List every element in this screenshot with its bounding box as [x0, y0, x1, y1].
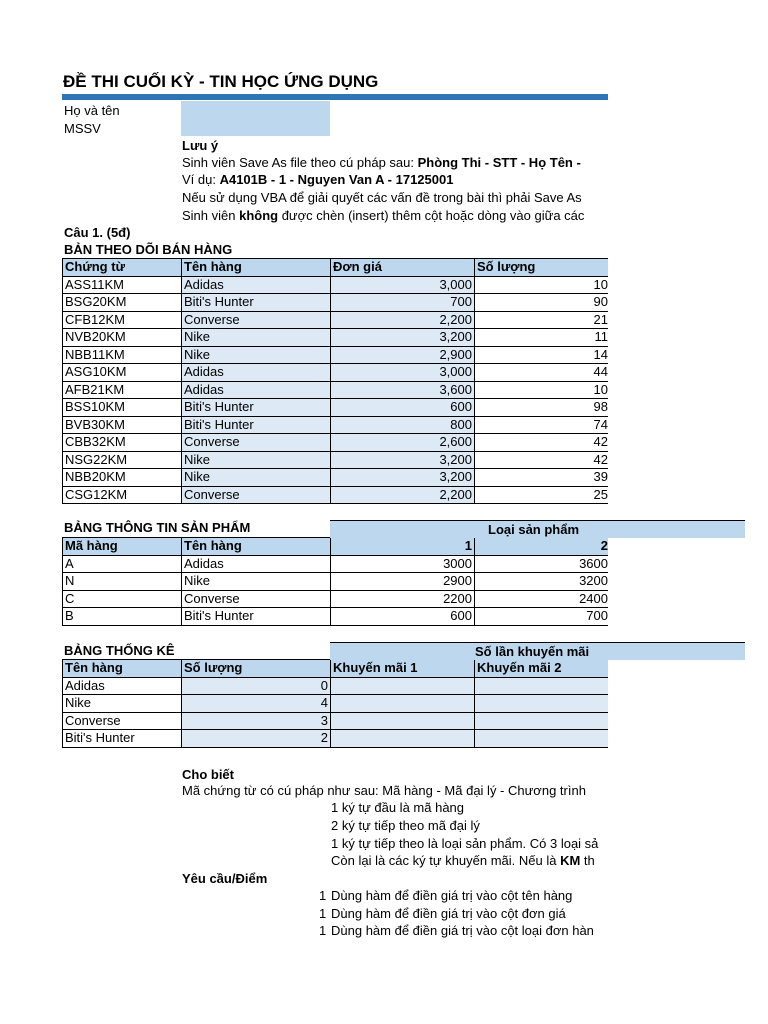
stats-header-row: [63, 660, 609, 678]
sales-row-cell[interactable]: CSG12KM: [63, 486, 182, 504]
stats-row-cell[interactable]: [475, 730, 609, 748]
products-row: [63, 573, 609, 591]
sales-row-cell[interactable]: 10: [475, 381, 609, 399]
note-line-1-bold: Phòng Thi - STT - Họ Tên -: [417, 155, 581, 170]
requirement-text: Dùng hàm để điền giá trị vào cột đơn giá: [331, 905, 566, 921]
sales-row-cell[interactable]: 44: [475, 364, 609, 382]
sales-row-cell[interactable]: Nike: [182, 469, 331, 487]
note-line-1: [182, 154, 581, 171]
stats-row: [63, 730, 609, 748]
stats-row: [63, 677, 609, 695]
sales-row-cell[interactable]: 42: [475, 451, 609, 469]
note-line-1-text: Sinh viên Save As file theo cú pháp sau:: [182, 155, 418, 170]
info-heading: Cho biết: [182, 767, 234, 782]
note-line-2-text: Ví dụ:: [182, 172, 220, 187]
products-row-cell[interactable]: Biti's Hunter: [182, 608, 331, 626]
student-id-label: MSSV: [64, 121, 101, 136]
stats-row-cell[interactable]: 4: [182, 695, 331, 713]
sales-row-cell[interactable]: 3,200: [331, 469, 475, 487]
sales-row-cell[interactable]: 3,200: [331, 329, 475, 347]
note-line-2-bold: A4101B - 1 - Nguyen Van A - 17125001: [219, 172, 454, 187]
stats-row: [63, 712, 609, 730]
stats-row-cell[interactable]: [475, 695, 609, 713]
stats-row-cell[interactable]: [331, 695, 475, 713]
sales-row-cell[interactable]: BSG20KM: [63, 294, 182, 312]
sales-row-cell[interactable]: 3,600: [331, 381, 475, 399]
sales-row: [63, 469, 609, 487]
stats-row-cell[interactable]: Converse: [63, 712, 182, 730]
note-line-4: [182, 207, 584, 224]
products-header-cell: Mã hàng: [63, 538, 182, 556]
info-line-1: Mã chứng từ có cú pháp như sau: Mã hàng - Mã đại lý - Chương trình: [182, 783, 586, 798]
page-title: ĐỀ THI CUỐI KỲ - TIN HỌC ỨNG DỤNG: [63, 72, 379, 91]
sales-row-cell[interactable]: Biti's Hunter: [182, 294, 331, 312]
stats-row-cell[interactable]: 3: [182, 712, 331, 730]
stats-header-cell: Khuyến mãi 2: [475, 660, 609, 678]
note-line-4-text: Sinh viên: [182, 208, 240, 223]
sales-row: [63, 486, 609, 504]
products-table-body: [63, 555, 609, 625]
sales-row-cell[interactable]: 600: [331, 399, 475, 417]
requirement-points: 1: [319, 888, 327, 903]
products-row-cell[interactable]: 2200: [331, 590, 475, 608]
info-line-5-suffix: th: [580, 853, 595, 868]
products-row-cell[interactable]: Converse: [182, 590, 331, 608]
sales-row-cell[interactable]: Biti's Hunter: [182, 399, 331, 417]
note-heading: Lưu ý: [182, 138, 219, 153]
products-row-cell[interactable]: 700: [475, 608, 609, 626]
products-table: [62, 537, 608, 626]
products-header-cell: 2: [475, 538, 609, 556]
sales-header-cell: Tên hàng: [182, 259, 331, 277]
question-label: Câu 1. (5đ): [64, 225, 131, 240]
products-header-cell: 1: [331, 538, 475, 556]
sales-row-cell[interactable]: Nike: [182, 451, 331, 469]
sales-row-cell[interactable]: Nike: [182, 346, 331, 364]
sales-table: [62, 258, 608, 504]
sales-header-cell: Đơn giá: [331, 259, 475, 277]
sales-row-cell[interactable]: 3,000: [331, 364, 475, 382]
sales-row-cell[interactable]: AFB21KM: [63, 381, 182, 399]
requirement-points: 1: [319, 905, 327, 921]
stats-header-cell: Tên hàng: [63, 660, 182, 678]
sales-table-title: BẢN THEO DÕI BÁN HÀNG: [64, 242, 233, 257]
products-row-cell[interactable]: 3600: [475, 555, 609, 573]
sales-row-cell[interactable]: 14: [475, 346, 609, 364]
sales-row-cell[interactable]: Converse: [182, 311, 331, 329]
products-group-header-band: [330, 520, 745, 538]
sales-row-cell[interactable]: 2,200: [331, 486, 475, 504]
stats-table: [62, 659, 608, 748]
sales-row-cell[interactable]: 10: [475, 276, 609, 294]
stats-table-title: BẢNG THỐNG KÊ: [64, 643, 175, 658]
sales-row: [63, 399, 609, 417]
products-row: [63, 608, 609, 626]
sales-row: [63, 276, 609, 294]
products-group-header: Loại sản phẩm: [488, 522, 580, 537]
title-underline-bar: [62, 94, 608, 100]
sales-row-cell[interactable]: 39: [475, 469, 609, 487]
products-row: [63, 555, 609, 573]
name-label: Họ và tên: [64, 103, 120, 118]
note-line-2: [182, 171, 453, 188]
sales-row-cell[interactable]: NBB11KM: [63, 346, 182, 364]
sales-row-cell[interactable]: 800: [331, 416, 475, 434]
sales-row-cell[interactable]: Adidas: [182, 276, 331, 294]
sales-row-cell[interactable]: BVB30KM: [63, 416, 182, 434]
name-input-cell[interactable]: [181, 101, 330, 136]
stats-row-cell[interactable]: Biti's Hunter: [63, 730, 182, 748]
info-line-2: 1 ký tự đầu là mã hàng: [331, 800, 465, 815]
sales-row-cell[interactable]: Adidas: [182, 364, 331, 382]
sales-row-cell[interactable]: 3,000: [331, 276, 475, 294]
sales-row-cell[interactable]: CFB12KM: [63, 311, 182, 329]
sales-row-cell[interactable]: 21: [475, 311, 609, 329]
sales-row: [63, 311, 609, 329]
products-row-cell[interactable]: B: [63, 608, 182, 626]
sales-row-cell[interactable]: NSG22KM: [63, 451, 182, 469]
stats-row-cell[interactable]: [331, 712, 475, 730]
sales-row-cell[interactable]: 2,200: [331, 311, 475, 329]
stats-row-cell[interactable]: 0: [182, 677, 331, 695]
sales-header-row: [63, 259, 609, 277]
stats-table-body: [63, 677, 609, 747]
requirement-points: 1: [319, 923, 327, 938]
note-line-4-suffix: được chèn (insert) thêm cột hoặc dòng vào giữa các: [278, 208, 585, 223]
stats-row-cell[interactable]: [475, 712, 609, 730]
sales-row-cell[interactable]: 700: [331, 294, 475, 312]
products-row: [63, 590, 609, 608]
stats-row-cell[interactable]: [475, 677, 609, 695]
products-row-cell[interactable]: N: [63, 573, 182, 591]
sales-row: [63, 364, 609, 382]
sales-row-cell[interactable]: BSS10KM: [63, 399, 182, 417]
info-line-4: 1 ký tự tiếp theo là loại sản phẩm. Có 3 loại sả: [331, 836, 599, 851]
products-row-cell[interactable]: 2900: [331, 573, 475, 591]
sales-row-cell[interactable]: 25: [475, 486, 609, 504]
sales-row-cell[interactable]: Converse: [182, 434, 331, 452]
info-line-5-text: Còn lại là các ký tự khuyến mãi. Nếu là: [331, 853, 561, 868]
requirements-heading: Yêu cầu/Điểm: [182, 871, 268, 886]
note-line-3: Nếu sử dụng VBA để giải quyết các vấn đề trong bài thì phải Save As: [182, 190, 582, 205]
sales-header-cell: Chứng từ: [63, 259, 182, 277]
note-line-4-bold: không: [239, 208, 279, 223]
products-row-cell[interactable]: 2400: [475, 590, 609, 608]
stats-row-cell[interactable]: [331, 677, 475, 695]
requirement-text: Dùng hàm để điền giá trị vào cột loại đơn hàn: [331, 923, 594, 938]
products-row-cell[interactable]: 3200: [475, 573, 609, 591]
stats-row-cell[interactable]: [331, 730, 475, 748]
sales-row-cell[interactable]: ASS11KM: [63, 276, 182, 294]
products-header-cell: Tên hàng: [182, 538, 331, 556]
stats-row: [63, 695, 609, 713]
sales-row-cell[interactable]: Nike: [182, 329, 331, 347]
stats-row-cell[interactable]: Adidas: [63, 677, 182, 695]
sales-row-cell[interactable]: NBB20KM: [63, 469, 182, 487]
products-header-row: [63, 538, 609, 556]
stats-header-cell: Số lượng: [182, 660, 331, 678]
stats-row-cell[interactable]: 2: [182, 730, 331, 748]
sales-row: [63, 451, 609, 469]
info-line-5: [331, 852, 595, 869]
products-row-cell[interactable]: A: [63, 555, 182, 573]
sales-row-cell[interactable]: 3,200: [331, 451, 475, 469]
sales-row-cell[interactable]: 42: [475, 434, 609, 452]
products-row-cell[interactable]: 600: [331, 608, 475, 626]
requirement-text: Dùng hàm để điền giá trị vào cột tên hàng: [331, 888, 573, 903]
sales-header-cell: Số lượng: [475, 259, 609, 277]
sales-row-cell[interactable]: CBB32KM: [63, 434, 182, 452]
sales-row-cell[interactable]: Converse: [182, 486, 331, 504]
sales-row: [63, 346, 609, 364]
sales-row-cell[interactable]: Biti's Hunter: [182, 416, 331, 434]
stats-group-header: Số lần khuyến mãi: [475, 644, 590, 659]
info-line-5-bold: KM: [560, 853, 581, 868]
products-row-cell[interactable]: C: [63, 590, 182, 608]
sales-row-cell[interactable]: 2,600: [331, 434, 475, 452]
sales-row-cell[interactable]: 11: [475, 329, 609, 347]
sales-row-cell[interactable]: 2,900: [331, 346, 475, 364]
products-table-title: BẢNG THÔNG TIN SẢN PHẨM: [64, 520, 251, 535]
sales-row: [63, 416, 609, 434]
info-line-3: 2 ký tự tiếp theo mã đại lý: [331, 818, 480, 833]
stats-row-cell[interactable]: Nike: [63, 695, 182, 713]
sales-row: [63, 434, 609, 452]
sales-row-cell[interactable]: 74: [475, 416, 609, 434]
sales-table-body: [63, 276, 609, 504]
sales-row-cell[interactable]: 90: [475, 294, 609, 312]
stats-group-header-band: [330, 642, 745, 660]
sales-row-cell[interactable]: Adidas: [182, 381, 331, 399]
sales-row-cell[interactable]: ASG10KM: [63, 364, 182, 382]
sales-row-cell[interactable]: 98: [475, 399, 609, 417]
products-row-cell[interactable]: Nike: [182, 573, 331, 591]
sales-row: [63, 329, 609, 347]
products-row-cell[interactable]: 3000: [331, 555, 475, 573]
sales-row: [63, 294, 609, 312]
stats-header-cell: Khuyến mãi 1: [331, 660, 475, 678]
products-row-cell[interactable]: Adidas: [182, 555, 331, 573]
sales-row-cell[interactable]: NVB20KM: [63, 329, 182, 347]
sales-row: [63, 381, 609, 399]
